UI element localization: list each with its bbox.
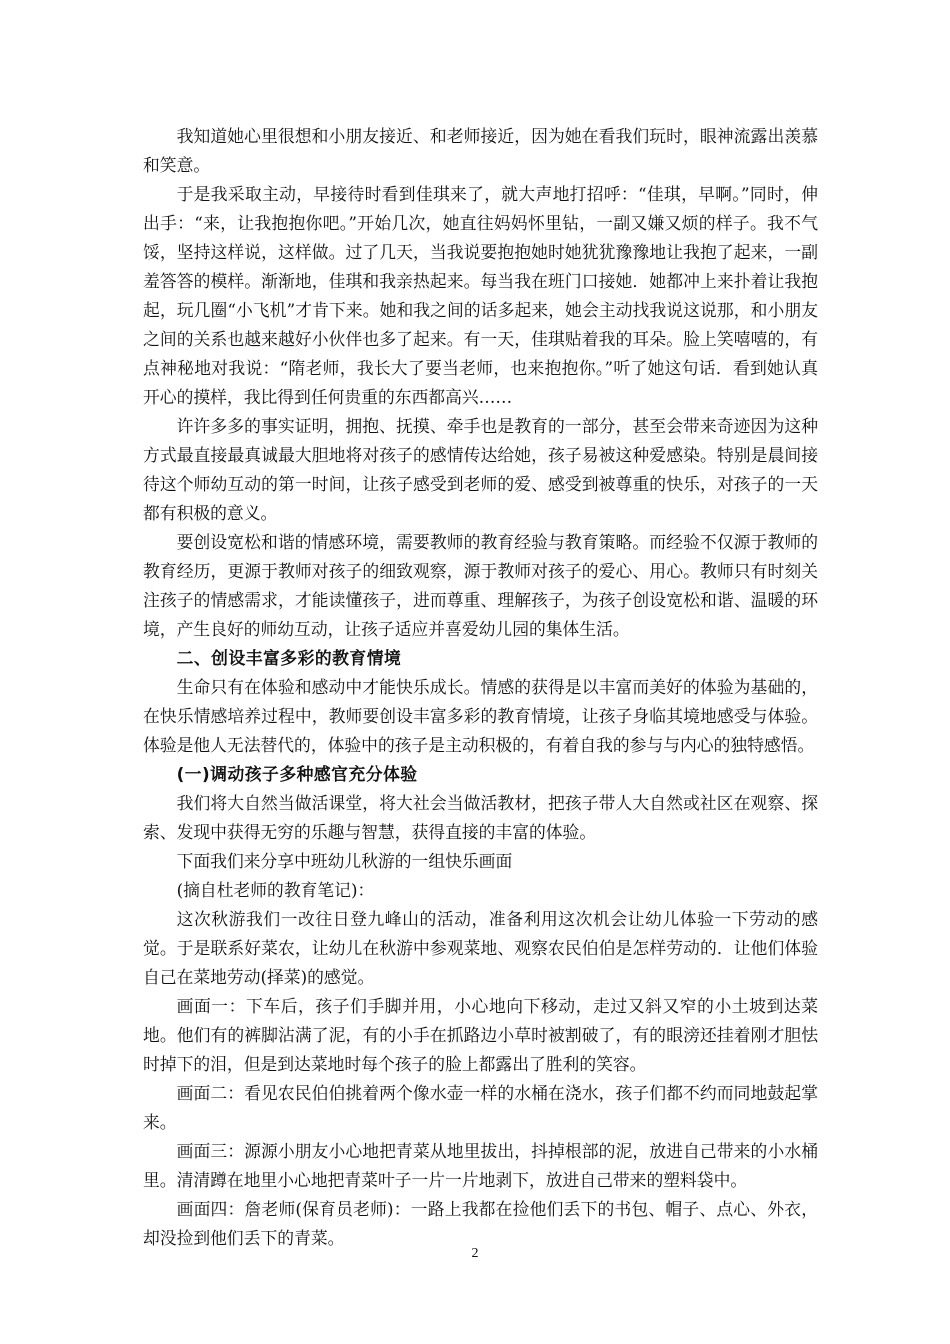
paragraph: 生命只有在体验和感动中才能快乐成长。情感的获得是以丰富而美好的体验为基础的，在快乐情感培养过程中，教师要创设丰富多彩的教育情境，让孩子身临其境地感受与体验。体验是他人无法替代的，体验中的孩子是主动积极的，有着自我的参与与内心的独特感悟。 [143,677,818,755]
subsection-heading: (一)调动孩子多种感官充分体验 [176,764,418,784]
paragraph: 画面三：源源小朋友小心地把青菜从地里拔出，抖掉根部的泥，放进自己带来的小水桶里。清清蹲在地里小心地把青菜叶子一片一片地剥下，放进自己带来的塑料袋中。 [143,1141,818,1190]
paragraph: 画面四：詹老师(保育员老师)：一路上我都在捡他们丢下的书包、帽子、点心、外衣，却没捡到他们丢下的青菜。 [143,1199,818,1248]
paragraph: 许许多多的事实证明，拥抱、抚摸、牵手也是教育的一部分，甚至会带来奇迹因为这种方式最直接最真诚最大胆地将对孩子的感情传达给她，孩子易被这种爱感染。特别是晨间接待这个师幼互动的第一时间，让孩子感受到老师的爱、感受到被尊重的快乐，对孩子的一天都有积极的意义。 [143,416,818,523]
paragraph: 于是我采取主动，早接待时看到佳琪来了，就大声地打招呼：“佳琪，早啊。”同时，伸出手：“来，让我抱抱你吧。”开始几次，她直往妈妈怀里钻，一副又嫌又烦的样子。我不气馁，坚持这样说，这样做。过了几天，当我说要抱抱她时她犹犹豫豫地让我抱了起来，一副羞答答的模样。渐渐地，佳琪和我亲热起来。每当我在班门口接她．她都冲上来扑着让我抱起，玩几圈“小飞机”才肯下来。她和我之间的话多起来，她会主动找我说这说那，和小朋友之间的关系也越来越好小伙伴也多了起来。有一天，佳琪贴着我的耳朵。脸上笑嘻嘻的，有点神秘地对我说：“隋老师，我长大了要当老师，也来抱抱你。”听了她这句话．看到她认真开心的摸样，我比得到任何贵重的东西都高兴…… [143,184,818,407]
paragraph: 我们将大自然当做活课堂，将大社会当做活教材，把孩子带人大自然或社区在观察、探索、发现中获得无穷的乐趣与智慧，获得直接的丰富的体验。 [143,793,818,842]
paragraph: 我知道她心里很想和小朋友接近、和老师接近，因为她在看我们玩时，眼神流露出羡慕和笑意。 [143,126,818,175]
paragraph: 画面二：看见农民伯伯挑着两个像水壶一样的水桶在浇水，孩子们都不约而同地鼓起掌来。 [143,1083,818,1132]
paragraph: 下面我们来分享中班幼儿秋游的一组快乐画面 [176,851,513,871]
paragraph: (摘自杜老师的教育笔记)： [176,880,375,900]
paragraph: 要创设宽松和谐的情感环境，需要教师的教育经验与教育策略。而经验不仅源于教师的教育经历，更源于教师对孩子的细致观察，源于教师对孩子的爱心、用心。教师只有时刻关注孩子的情感需求，才能读懂孩子，进而尊重、理解孩子，为孩子创设宽松和谐、温暖的环境，产生良好的师幼互动，让孩子适应并喜爱幼儿园的集体生活。 [143,532,818,639]
page-number: 2 [471,1246,479,1261]
paragraph: 这次秋游我们一改往日登九峰山的活动，准备利用这次机会让幼儿体验一下劳动的感觉。于是联系好菜农，让幼儿在秋游中参观菜地、观察农民伯伯是怎样劳动的．让他们体验自己在菜地劳动(择菜)的感觉。 [143,909,818,987]
document-body [143,122,818,1253]
paragraph: 画面一：下车后，孩子们手脚并用，小心地向下移动，走过又斜又窄的小土坡到达菜地。他们有的裤脚沾满了泥，有的小手在抓路边小草时被割破了，有的眼滂还挂着刚才胆怯时掉下的泪，但是到达菜地时每个孩子的脸上都露出了胜利的笑容。 [143,996,818,1074]
section-heading: 二、创设丰富多彩的教育情境 [176,648,402,668]
